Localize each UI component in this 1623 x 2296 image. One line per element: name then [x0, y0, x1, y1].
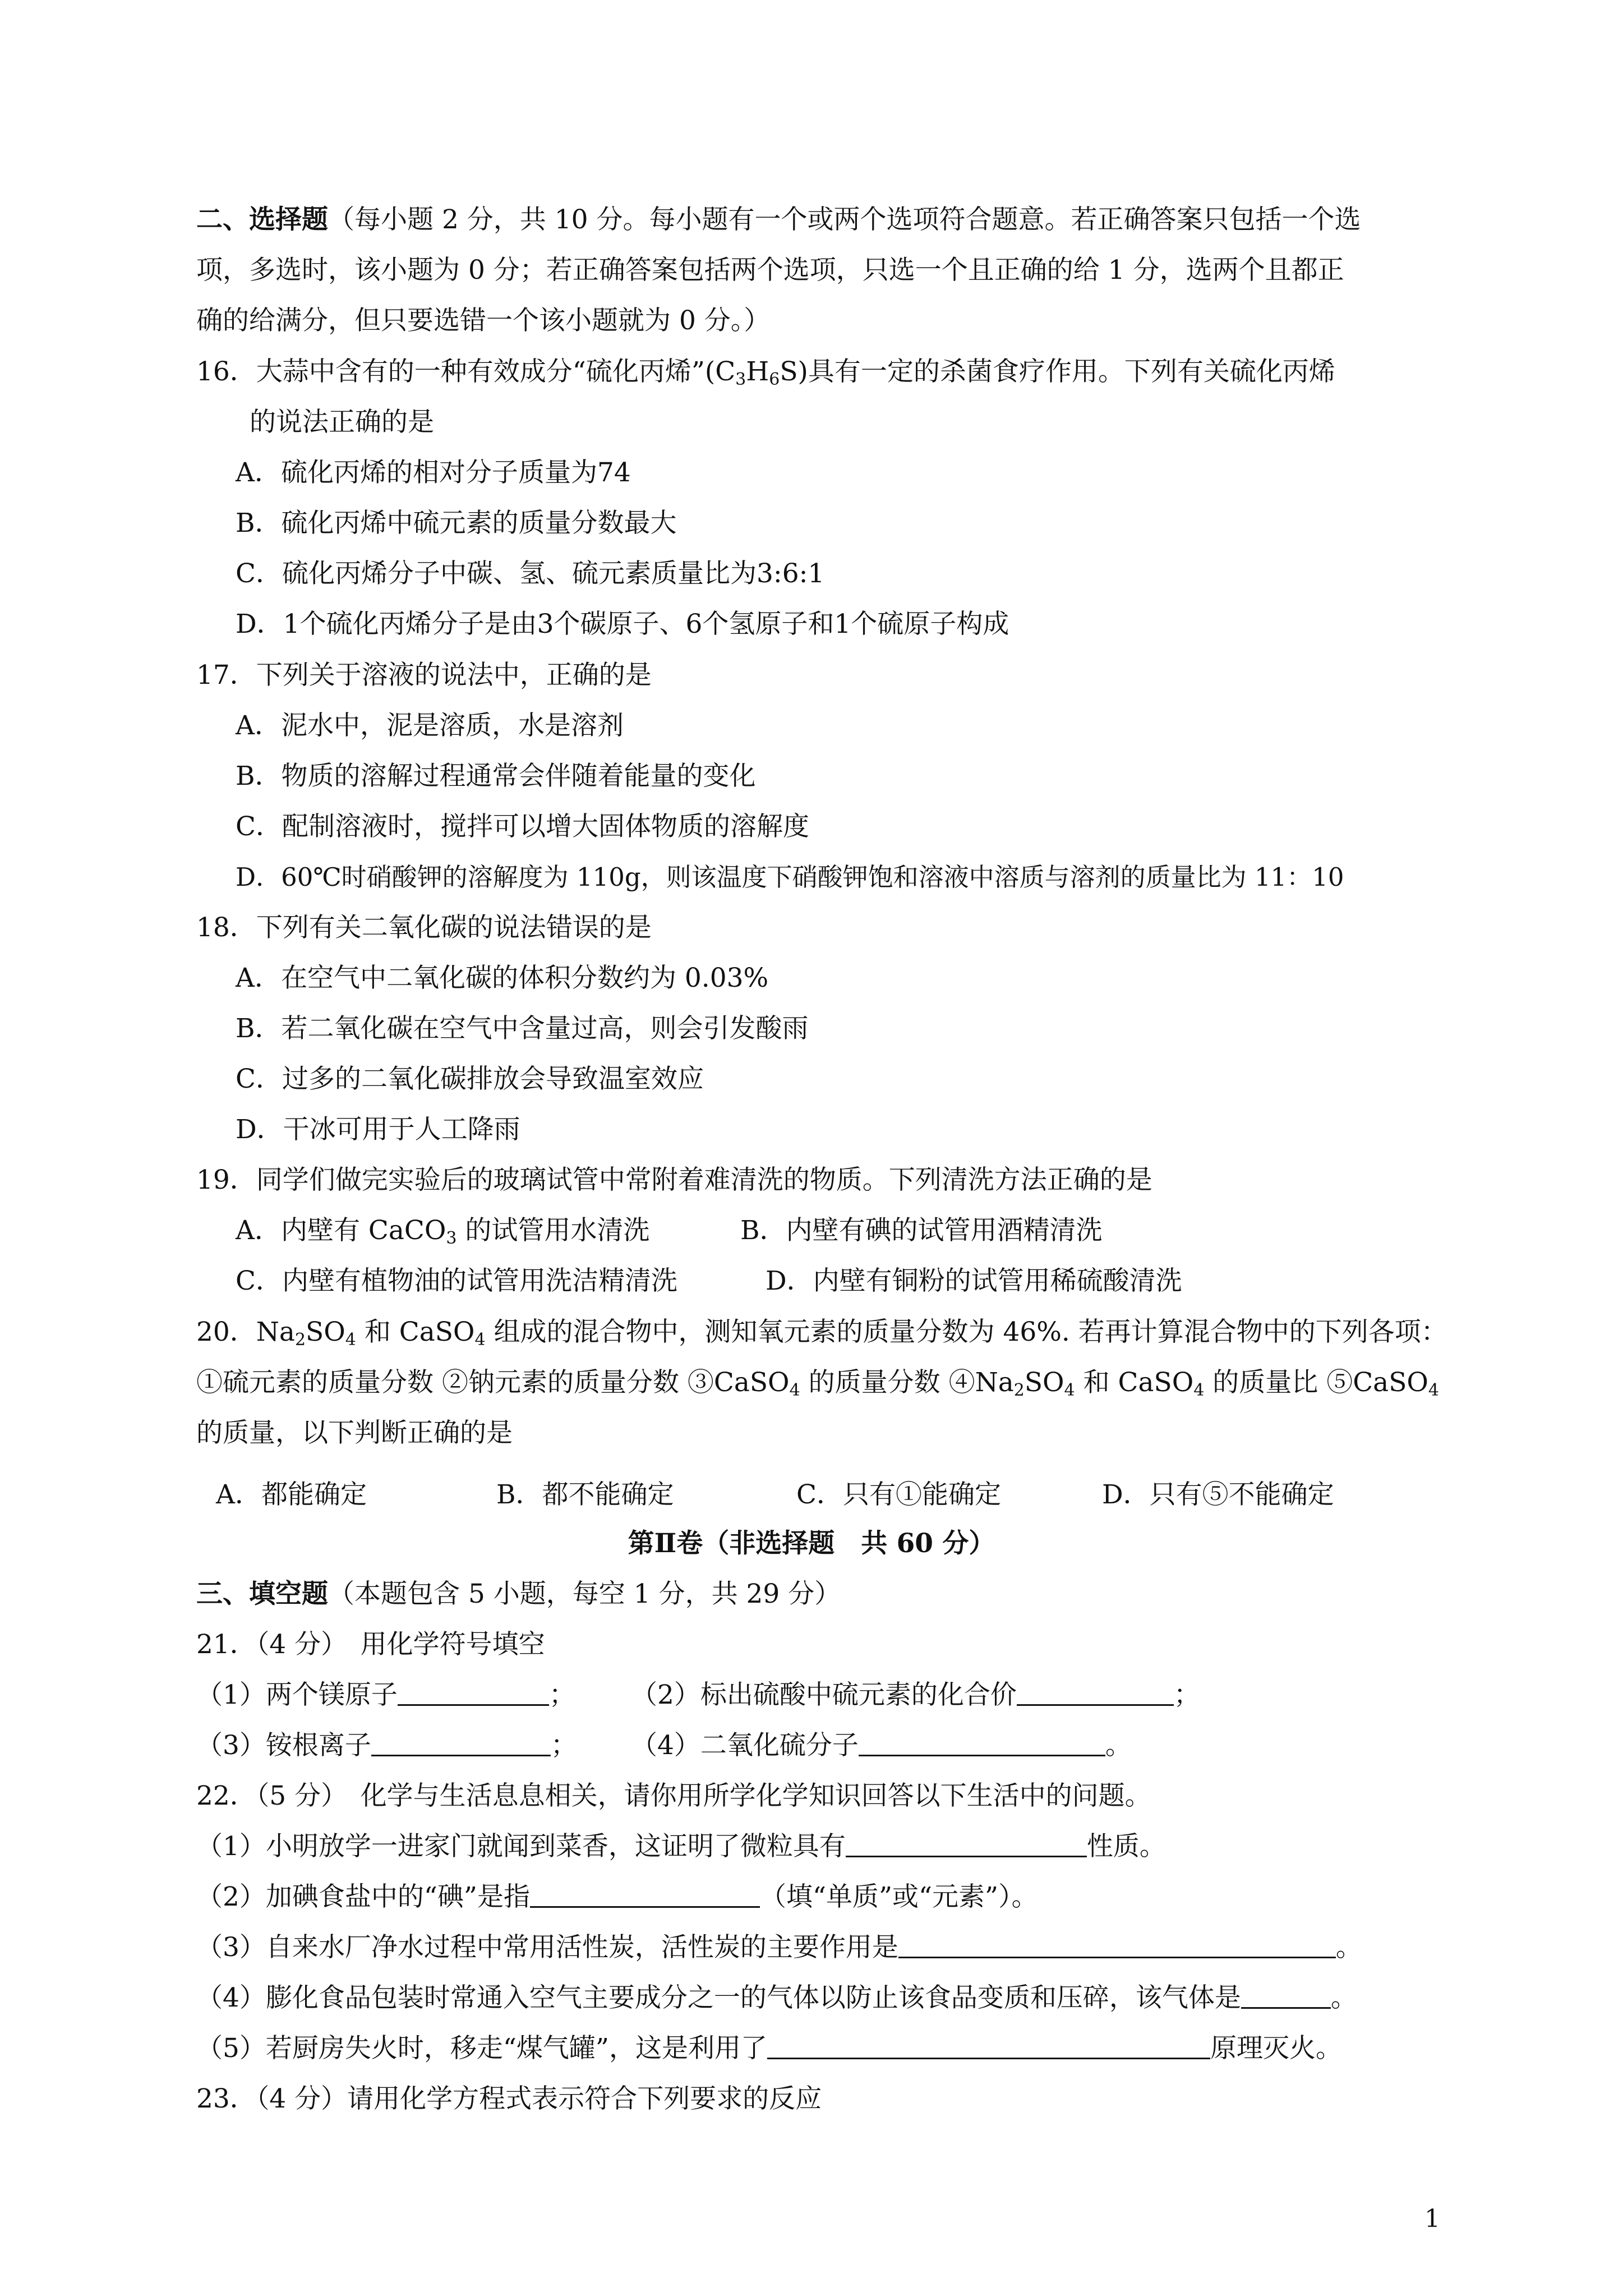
q16-option-a: A．硫化丙烯的相对分子质量为74: [236, 457, 631, 488]
q22-part-1-label: （1）小明放学一进家门就闻到菜香，这证明了微粒具有: [196, 1831, 846, 1862]
q18-stem: 18．下列有关二氧化碳的说法错误的是: [196, 912, 652, 943]
q16-option-b: B．硫化丙烯中硫元素的质量分数最大: [236, 508, 677, 539]
subscript: 4: [789, 1381, 800, 1400]
section2-rule-3: 确的给满分，但只要选错一个该小题就为 0 分。）: [196, 305, 771, 336]
q21-part-3: [196, 1729, 577, 1763]
q21-part-1-sep: ；: [548, 1680, 575, 1710]
subscript: 4: [1193, 1381, 1205, 1400]
subscript: 3: [735, 370, 746, 389]
subscript: 4: [1428, 1381, 1440, 1400]
answer-blank[interactable]: [371, 1730, 551, 1756]
q17-stem: 17．下列关于溶液的说法中，正确的是: [196, 660, 652, 691]
q22-part-3: [196, 1931, 1362, 1964]
q17-option-d: D．60℃时硝酸钾的溶解度为 110g，则该温度下硝酸钾饱和溶液中溶质与溶剂的质量比为 11：10: [236, 862, 1344, 892]
q20-option-a: A．都能确定: [216, 1479, 367, 1510]
q22-part-3-end: 。: [1335, 1932, 1362, 1963]
q21-part-3-label: （3）铵根离子: [196, 1730, 371, 1761]
subscript: 6: [769, 370, 780, 389]
q22-part-2-label: （2）加碘食盐中的“碘”是指: [196, 1881, 530, 1912]
section3-rule: （本题包含 5 小题，每空 1 分，共 29 分）: [328, 1579, 841, 1609]
subscript: 3: [446, 1228, 457, 1248]
q22-part-2: [196, 1880, 1038, 1914]
answer-blank[interactable]: [846, 1831, 1087, 1857]
answer-blank[interactable]: [1017, 1680, 1174, 1706]
answer-blank[interactable]: [530, 1881, 760, 1908]
q16-stem-part: 16．大蒜中含有的一种有效成分“硫化丙烯”(C: [196, 356, 736, 387]
subscript: 2: [1013, 1381, 1025, 1400]
q18-option-a: A．在空气中二氧化碳的体积分数约为 0.03%: [236, 963, 769, 993]
q21-part-4: [631, 1729, 1132, 1763]
q19-option-d: D．内壁有铜粉的试管用稀硫酸清洗: [766, 1266, 1182, 1296]
page-number: 1: [1424, 2205, 1440, 2233]
q19-option-b: B．内壁有碘的试管用酒精清洗: [740, 1215, 1103, 1246]
q18-option-d: D．干冰可用于人工降雨: [236, 1114, 520, 1145]
q20-text: 和 CaSO: [356, 1317, 475, 1347]
section2-header: [196, 203, 1361, 237]
q21-part-4-end: 。: [1105, 1730, 1132, 1761]
q22-part-4: [196, 1981, 1357, 2015]
q22-part-1: [196, 1830, 1166, 1864]
q21-part-2-label: （2）标出硫酸中硫元素的化合价: [631, 1680, 1017, 1710]
q22-part-3-label: （3）自来水厂净水过程中常用活性炭，活性炭的主要作用是: [196, 1932, 898, 1963]
q19-stem: 19．同学们做完实验后的玻璃试管中常附着难清洗的物质。下列清洗方法正确的是: [196, 1165, 1152, 1195]
part2-title: 第Ⅱ卷（非选择题 共 60 分）: [628, 1528, 995, 1559]
q21-part-3-sep: ；: [550, 1730, 577, 1761]
q19-option-a-text: A．内壁有 CaCO: [236, 1215, 446, 1246]
q22-part-5: [196, 2032, 1342, 2065]
q20-stem-3: 的质量，以下判断正确的是: [196, 1418, 513, 1448]
q20-option-d: D．只有⑤不能确定: [1102, 1479, 1334, 1510]
answer-blank[interactable]: [1241, 1982, 1331, 2009]
q22-part-4-end: 。: [1330, 1982, 1357, 2013]
subscript: 4: [1064, 1381, 1075, 1400]
q19-option-a-text: 的试管用水清洗: [457, 1215, 650, 1246]
q20-option-c: C．只有①能确定: [796, 1479, 1001, 1510]
answer-blank[interactable]: [767, 2033, 1210, 2059]
q19-option-c: C．内壁有植物油的试管用洗洁精清洗: [236, 1266, 677, 1296]
q18-option-c: C．过多的二氧化碳排放会导致温室效应: [236, 1064, 704, 1094]
q22-part-4-label: （4）膨化食品包装时常通入空气主要成分之一的气体以防止该食品变质和压碎，该气体是: [196, 1982, 1241, 2013]
q22-part-2-end: （填“单质”或“元素”）。: [759, 1881, 1038, 1912]
q22-stem: 22．（5 分） 化学与生活息息相关，请你用所学化学知识回答以下生活中的问题。: [196, 1780, 1151, 1811]
q21-part-1: [196, 1678, 575, 1712]
q21-part-1-label: （1）两个镁原子: [196, 1680, 398, 1710]
q23-stem: 23．（4 分）请用化学方程式表示符合下列要求的反应: [196, 2083, 822, 2114]
q20-text: SO: [306, 1317, 345, 1347]
q21-part-2-sep: ；: [1173, 1680, 1200, 1710]
q20-text: 和 CaSO: [1075, 1367, 1194, 1398]
q20-text: 的质量分数 ④Na: [800, 1367, 1014, 1398]
q22-part-1-end: 性质。: [1086, 1831, 1166, 1862]
q20-text: 组成的混合物中，测知氧元素的质量分数为 46%. 若再计算混合物中的下列各项：: [485, 1317, 1447, 1347]
section2-rule-2: 项，多选时，该小题为 0 分；若正确答案包括两个选项，只选一个且正确的给 1 分，选两个且都正: [196, 255, 1344, 286]
q19-option-a: [236, 1214, 649, 1248]
subscript: 4: [474, 1330, 486, 1350]
section3-title: 三、填空题: [196, 1579, 328, 1609]
q20-text: SO: [1024, 1367, 1064, 1398]
q16-stem-part: S)具有一定的杀菌食疗作用。下列有关硫化丙烯: [780, 356, 1335, 387]
subscript: 4: [345, 1330, 356, 1350]
q20-stem-2: [196, 1366, 1439, 1400]
q21-part-2: [631, 1678, 1200, 1712]
q22-part-5-end: 原理灭火。: [1210, 2033, 1342, 2064]
q20-text: 20．Na: [196, 1317, 295, 1347]
answer-blank[interactable]: [898, 1932, 1336, 1958]
q17-option-a: A．泥水中，泥是溶质，水是溶剂: [236, 710, 624, 741]
q21-stem: 21．（4 分） 用化学符号填空: [196, 1629, 545, 1660]
section2-rule-1: （每小题 2 分，共 10 分。每小题有一个或两个选项符合题意。若正确答案只包括一个选: [328, 204, 1361, 235]
q17-option-c: C．配制溶液时，搅拌可以增大固体物质的溶解度: [236, 811, 809, 842]
section3-header: [196, 1577, 841, 1611]
q17-option-b: B．物质的溶解过程通常会伴随着能量的变化: [236, 761, 756, 792]
q16-option-d: D．1个硫化丙烯分子是由3个碳原子、6个氢原子和1个硫原子构成: [236, 609, 1009, 639]
q18-option-b: B．若二氧化碳在空气中含量过高，则会引发酸雨: [236, 1013, 809, 1044]
q20-option-b: B．都不能确定: [496, 1479, 674, 1510]
q20-text: 的质量比 ⑤CaSO: [1204, 1367, 1428, 1398]
answer-blank[interactable]: [859, 1730, 1105, 1756]
q16-option-c: C．硫化丙烯分子中碳、氢、硫元素质量比为3:6:1: [236, 558, 825, 589]
q22-part-5-label: （5）若厨房失火时，移走“煤气罐”，这是利用了: [196, 2033, 767, 2064]
q16-stem-1: [196, 355, 1335, 389]
q16-stem-part: H: [746, 356, 769, 387]
q21-part-4-label: （4）二氧化硫分子: [631, 1730, 859, 1761]
section2-title: 二、选择题: [196, 204, 328, 235]
q16-stem-2: 的说法正确的是: [250, 407, 434, 438]
answer-blank[interactable]: [398, 1680, 549, 1706]
q20-text: ①硫元素的质量分数 ②钠元素的质量分数 ③CaSO: [196, 1367, 790, 1398]
q20-stem-1: [196, 1315, 1447, 1349]
subscript: 2: [294, 1330, 306, 1350]
